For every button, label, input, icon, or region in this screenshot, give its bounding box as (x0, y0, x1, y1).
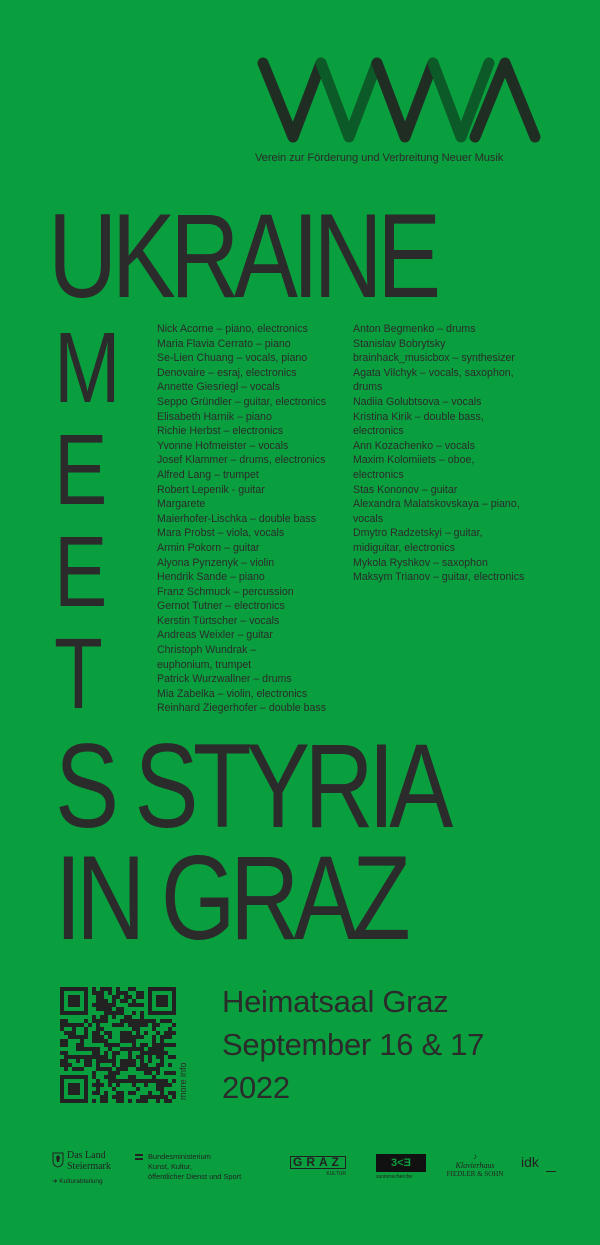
sponsor-suntorrecherche (376, 1154, 426, 1182)
musician-entry: Maxim Kolomiiets – oboe, (353, 454, 475, 467)
musician-entry: Anton Begmenko – drums (353, 323, 476, 335)
arrow-right-icon: ➜ (52, 1178, 58, 1185)
headline-in-graz: IN GRAZ (55, 831, 406, 965)
musician-entry: Richie Herbst – electronics (157, 425, 283, 438)
musician-entry: euphonium, trumpet (157, 658, 252, 671)
event-details (222, 980, 484, 1109)
musician-entry: Stas Kononov – guitar (353, 483, 458, 496)
musician-entry: Hendrik Sande – piano (157, 571, 265, 584)
musician-entry: Dmytro Radzetskyi – guitar, (353, 527, 483, 540)
musician-entry: Maierhofer-Lischka – double bass (157, 512, 316, 525)
musician-entry: Mykola Ryshkov – saxophon (353, 556, 488, 569)
equals-flag-icon (135, 1153, 143, 1161)
musician-entry: Alyona Pynzenyk – violin (157, 556, 275, 569)
musician-entry: Elisabeth Harnik – piano (157, 410, 272, 423)
suntor-name: suntorrecherche (376, 1174, 413, 1180)
vertical-letter-t: T (54, 618, 103, 730)
klavierhaus-line2: FIEDLER & SOHN (446, 1170, 504, 1178)
musician-entry: drums (353, 381, 383, 394)
musician-list-left (157, 322, 326, 716)
organization-name: Verein zur Förderung und Verbreitung Neuer Musik (255, 152, 504, 164)
musician-entry: Nick Acorne – piano, electronics (157, 323, 308, 335)
musician-entry: Kristina Kirik – double bass, (353, 410, 484, 423)
musician-entry: Nadiia Golubtsova – vocals (353, 395, 482, 408)
idk-logo: idk (521, 1154, 539, 1170)
event-year: 2022 (222, 1070, 290, 1105)
musician-entry: Franz Schmuck – percussion (157, 585, 294, 598)
musician-entry: Seppo Gründler – guitar, electronics (157, 395, 327, 408)
musician-entry: Reinhard Ziegerhofer – double bass (157, 702, 327, 715)
sponsor-idk (521, 1154, 556, 1172)
event-dates: September 16 & 17 (222, 1027, 485, 1062)
musician-entry: Armin Pokorn – guitar (157, 541, 260, 554)
musician-entry: Alexandra Malatskovskaya – piano, (353, 498, 520, 511)
idk-underline (546, 1171, 556, 1172)
venue-name: Heimatsaal Graz (222, 984, 449, 1019)
headline-s-styria: S STYRIA (55, 719, 448, 853)
musician-entry: Mia Zabelka – violin, electronics (157, 687, 308, 700)
musician-entry: Josef Klammer – drums, electronics (157, 454, 326, 467)
musician-entry: Christoph Wundrak – (157, 644, 257, 657)
musician-entry: Maria Flavia Cerrato – piano (157, 337, 291, 350)
musician-entry: Gernot Tutner – electronics (157, 600, 285, 613)
musician-entry: Stanislav Bobrytsky (353, 337, 446, 350)
sponsor-klavierhaus (442, 1152, 508, 1179)
piano-icon: ♪ (473, 1152, 477, 1161)
musician-entry: Mara Probst – viola, vocals (157, 527, 285, 540)
land-department: Kulturabteilung (59, 1178, 103, 1185)
musician-entry: Denovaire – esraj, electronics (157, 366, 297, 379)
qr-code[interactable] (60, 987, 176, 1103)
musician-entry: brainhack_musicbox – synthesizer (353, 352, 515, 365)
graz-logo: GRAZ (290, 1156, 346, 1169)
vertical-letter-e2: E (54, 516, 108, 628)
musician-entry: electronics (353, 468, 404, 481)
musician-entry: Yvonne Hofmeister – vocals (157, 439, 289, 452)
bmk-line2: öffentlicher Dienst und Sport (148, 1172, 242, 1181)
bmk-title: Bundesministerium (148, 1152, 211, 1161)
musician-entry: vocals (353, 512, 384, 525)
musician-entry: Ann Kozachenko – vocals (353, 439, 475, 452)
musician-entry: Patrick Wurzwallner – drums (157, 673, 292, 686)
vertical-letter-e1: E (54, 414, 108, 526)
musician-entry: Andreas Weixler – guitar (157, 629, 273, 642)
land-name-line2: Steiermark (67, 1161, 111, 1172)
bmk-line1: Kunst, Kultur, (148, 1162, 192, 1171)
coat-of-arms-icon (52, 1152, 64, 1168)
musician-entry: Margarete (157, 498, 206, 511)
musician-entry: Robert Lepenik - guitar (157, 483, 265, 496)
headline-ukraine: UKRAINE (48, 189, 436, 323)
land-name-line1: Das Land (67, 1150, 106, 1161)
sponsor-graz-kultur (290, 1156, 346, 1179)
musician-entry: electronics (353, 425, 404, 438)
vertical-letter-m: M (54, 312, 121, 424)
wnm-logo (255, 55, 545, 150)
musician-list-right (353, 322, 524, 585)
musician-entry: Kerstin Türtscher – vocals (157, 614, 280, 627)
more-info-label: more info (178, 1062, 188, 1100)
musician-entry: Agata Vilchyk – vocals, saxophon, (353, 366, 514, 379)
musician-entry: Alfred Lang – trumpet (157, 468, 259, 481)
graz-kultur-sub: KULTUR (326, 1171, 346, 1177)
musician-entry: midiguitar, electronics (353, 541, 455, 554)
suntor-logo-icon: 3<Ǝ (376, 1154, 426, 1172)
musician-entry: Se-Lien Chuang – vocals, piano (157, 352, 308, 365)
musician-entry: Annette Giesriegl – vocals (157, 381, 281, 394)
musician-entry: Maksym Trianov – guitar, electronics (353, 571, 525, 584)
klavierhaus-line1: Klavierhaus (455, 1161, 495, 1170)
